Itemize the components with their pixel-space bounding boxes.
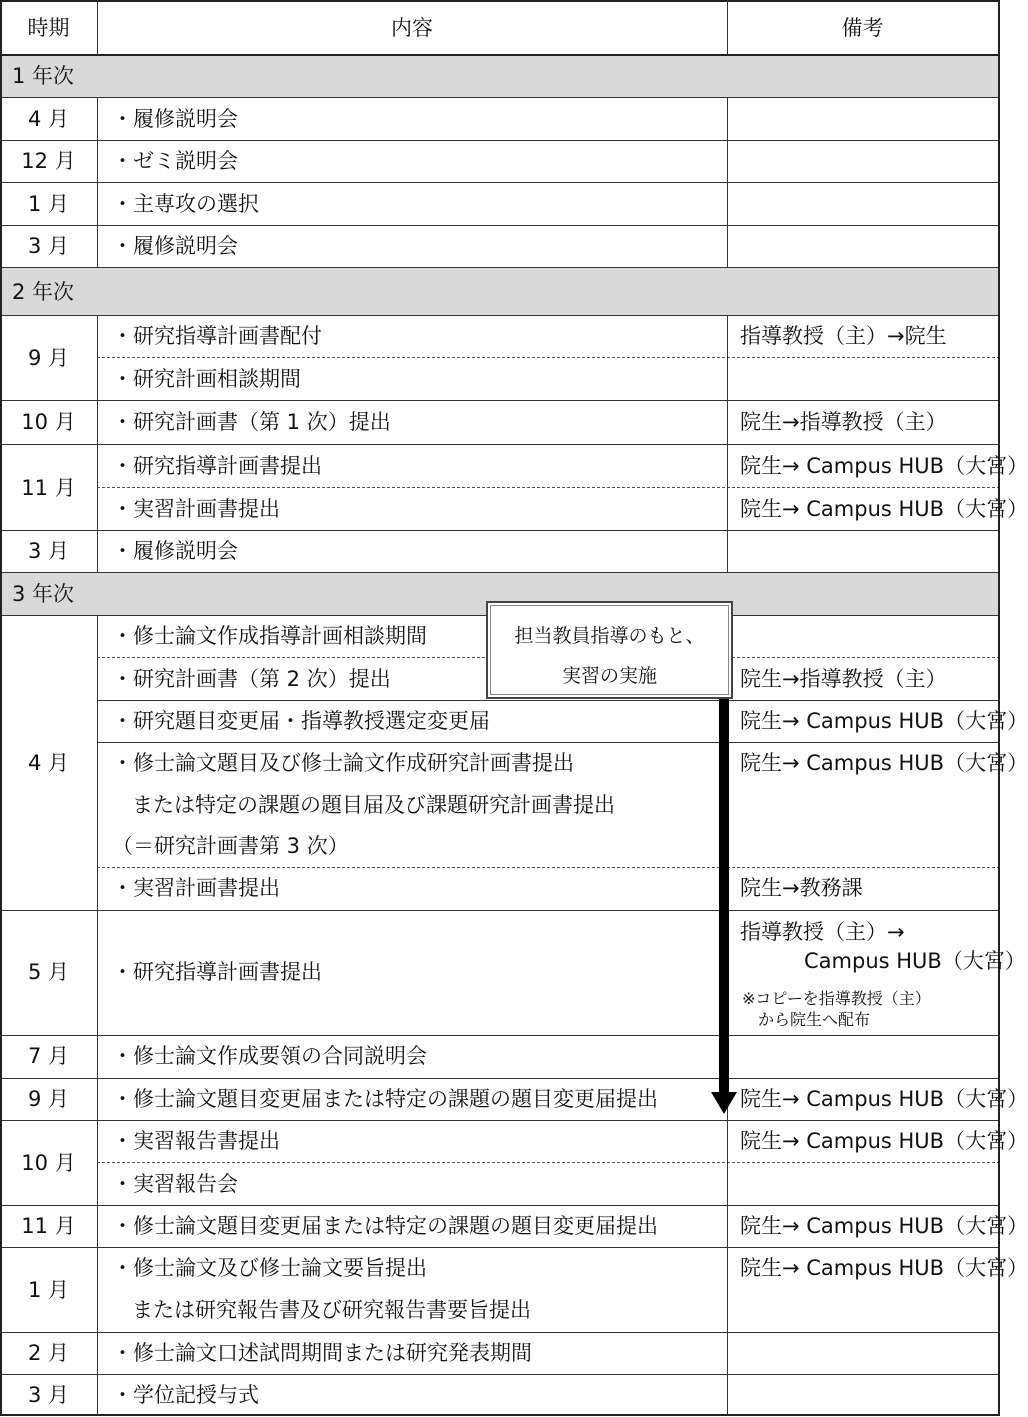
year-label-1: 1 年次 xyxy=(12,64,75,88)
table-border-right xyxy=(998,0,1000,1416)
schedule-item: ・修士論文題目変更届または特定の課題の題目変更届提出 xyxy=(112,1214,658,1238)
schedule-item: ・修士論文題目変更届または特定の課題の題目変更届提出 xyxy=(112,1087,658,1111)
subrow-divider xyxy=(97,487,1000,488)
schedule-item: ・研究指導計画書配付 xyxy=(112,324,322,348)
header-content: 内容 xyxy=(391,16,433,40)
month-label: 4 月 xyxy=(27,107,70,131)
schedule-item: ・修士論文及び修士論文要旨提出 xyxy=(112,1256,427,1280)
month-label: 9 月 xyxy=(27,1087,70,1111)
month-label: 11 月 xyxy=(21,476,76,500)
schedule-item: ・研究指導計画書提出 xyxy=(112,960,322,984)
column-divider xyxy=(727,97,728,268)
row-divider xyxy=(0,444,1000,445)
note-text: Campus HUB（大宮） xyxy=(804,949,1026,973)
note-remark: ※コピーを指導教授（主） xyxy=(742,989,931,1008)
schedule-item: ・研究計画書（第 1 次）提出 xyxy=(112,410,391,434)
note-text: 院生→ Campus HUB（大宮） xyxy=(740,1256,1028,1280)
note-text: 指導教授（主）→院生 xyxy=(740,324,947,348)
table-border-top xyxy=(0,0,1000,2)
note-text: 院生→ Campus HUB（大宮） xyxy=(740,497,1028,521)
month-label: 1 月 xyxy=(27,192,70,216)
note-text: 院生→ Campus HUB（大宮） xyxy=(740,454,1028,478)
row-divider xyxy=(0,315,1000,316)
month-label: 12 月 xyxy=(21,149,76,173)
row-divider xyxy=(0,1332,1000,1333)
schedule-item: ・研究題目変更届・指導教授選定変更届 xyxy=(112,709,490,733)
note-text: 院生→ Campus HUB（大宮） xyxy=(740,1129,1028,1153)
row-divider xyxy=(0,1120,1000,1121)
note-text: 指導教授（主）→ xyxy=(740,920,905,944)
column-divider xyxy=(727,315,728,573)
schedule-item: ・履修説明会 xyxy=(112,234,238,258)
subrow-divider xyxy=(97,742,1000,743)
month-label: 9 月 xyxy=(27,346,70,370)
schedule-item: ・学位記授与式 xyxy=(112,1383,259,1407)
schedule-item: ・実習計画書提出 xyxy=(112,497,280,521)
practice-callout-box xyxy=(486,601,733,699)
schedule-item: ・履修説明会 xyxy=(112,539,238,563)
schedule-item: ・修士論文作成要領の合同説明会 xyxy=(112,1044,427,1068)
year-band-2 xyxy=(0,268,1000,315)
row-divider xyxy=(0,225,1000,226)
subrow-divider xyxy=(97,357,1000,358)
month-label: 11 月 xyxy=(21,1214,76,1238)
schedule-item: ・実習報告会 xyxy=(112,1172,238,1196)
schedule-item: ・ゼミ説明会 xyxy=(112,149,238,173)
schedule-item: ・修士論文作成指導計画相談期間 xyxy=(112,624,427,648)
row-divider xyxy=(0,910,1000,911)
row-divider xyxy=(0,1247,1000,1248)
note-text: 院生→指導教授（主） xyxy=(740,667,947,691)
row-divider xyxy=(0,97,1000,98)
schedule-item: ・履修説明会 xyxy=(112,107,238,131)
row-divider xyxy=(0,182,1000,183)
header-period: 時期 xyxy=(27,16,70,40)
year-band-1 xyxy=(0,55,1000,97)
row-divider xyxy=(0,1035,1000,1036)
month-label: 10 月 xyxy=(21,1151,76,1175)
note-remark: から院生へ配布 xyxy=(758,1010,871,1029)
month-label: 1 月 xyxy=(27,1278,70,1302)
practice-callout-line1: 担当教員指導のもと、 xyxy=(514,625,705,647)
row-divider xyxy=(0,1205,1000,1206)
practice-callout-line2: 実習の実施 xyxy=(561,665,657,687)
note-text: 院生→ Campus HUB（大宮） xyxy=(740,1214,1028,1238)
month-label: 2 月 xyxy=(27,1341,70,1365)
practice-arrow-head xyxy=(711,1092,737,1114)
schedule-item: ・実習報告書提出 xyxy=(112,1129,280,1153)
subrow-divider xyxy=(97,1162,1000,1163)
month-label: 3 月 xyxy=(27,1383,70,1407)
note-text: 院生→ Campus HUB（大宮） xyxy=(740,1087,1028,1111)
row-divider xyxy=(0,267,1000,268)
schedule-item: ・研究計画書（第 2 次）提出 xyxy=(112,667,391,691)
schedule-item-cont: または特定の課題の題目届及び課題研究計画書提出 xyxy=(132,793,615,817)
schedule-item: ・修士論文題目及び修士論文作成研究計画書提出 xyxy=(112,751,574,775)
year-label-2: 2 年次 xyxy=(12,280,75,304)
row-divider xyxy=(0,572,1000,573)
schedule-item: ・修士論文口述試問期間または研究発表期間 xyxy=(112,1341,532,1365)
row-divider xyxy=(0,400,1000,401)
column-divider xyxy=(97,97,98,268)
column-divider xyxy=(97,615,98,1415)
note-text: 院生→指導教授（主） xyxy=(740,410,947,434)
table-border-bottom xyxy=(0,1414,1000,1416)
month-label: 4 月 xyxy=(27,751,70,775)
note-text: 院生→ Campus HUB（大宮） xyxy=(740,751,1028,775)
month-label: 3 月 xyxy=(27,234,70,258)
row-divider xyxy=(0,530,1000,531)
row-divider xyxy=(0,54,1000,56)
schedule-item: ・主専攻の選択 xyxy=(112,192,259,216)
schedule-item: ・実習計画書提出 xyxy=(112,876,280,900)
schedule-item: ・研究計画相談期間 xyxy=(112,367,301,391)
note-text: 院生→教務課 xyxy=(740,876,863,900)
month-label: 5 月 xyxy=(27,960,70,984)
row-divider xyxy=(0,1374,1000,1375)
subrow-divider xyxy=(97,700,1000,701)
schedule-item: ・研究指導計画書提出 xyxy=(112,454,322,478)
month-label: 3 月 xyxy=(27,539,70,563)
row-divider xyxy=(0,1078,1000,1079)
practice-arrow-shaft xyxy=(719,699,729,1093)
row-divider xyxy=(0,140,1000,141)
month-label: 7 月 xyxy=(27,1044,70,1068)
schedule-item-cont: （＝研究計画書第 3 次） xyxy=(112,834,349,858)
schedule-item-cont: または研究報告書及び研究報告書要旨提出 xyxy=(132,1298,531,1322)
month-label: 10 月 xyxy=(21,410,76,434)
column-divider xyxy=(97,315,98,573)
header-notes: 備考 xyxy=(841,16,884,40)
note-text: 院生→ Campus HUB（大宮） xyxy=(740,709,1028,733)
subrow-divider xyxy=(97,867,1000,868)
year-label-3: 3 年次 xyxy=(12,582,75,606)
